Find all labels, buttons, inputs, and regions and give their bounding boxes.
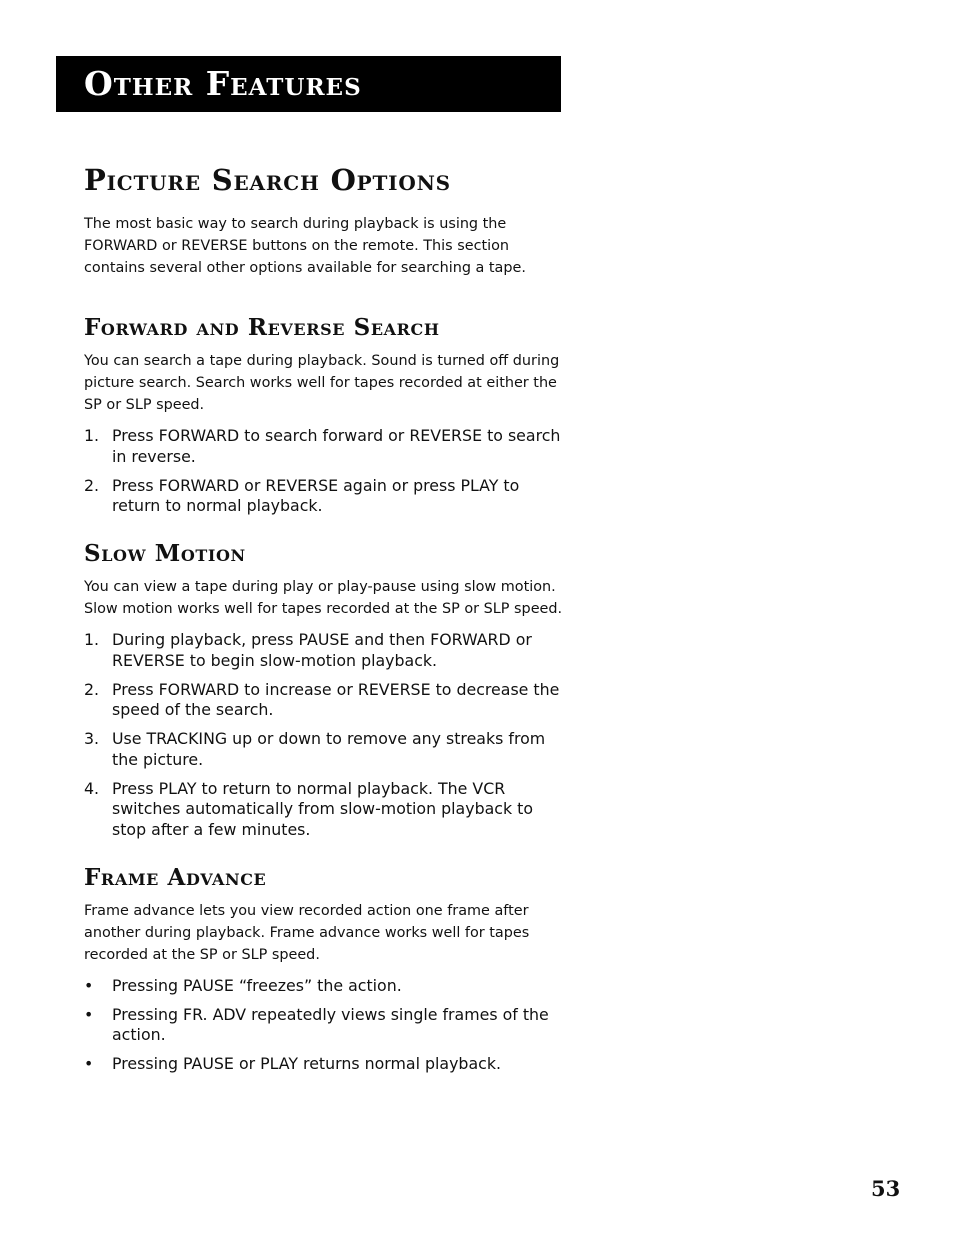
spacer <box>84 525 564 539</box>
chapter-banner <box>56 56 561 112</box>
spacer <box>84 849 564 863</box>
slow-motion-steps <box>84 630 564 840</box>
step-number: 4. <box>84 778 100 798</box>
step-number: 1. <box>84 426 100 445</box>
spacer <box>84 289 564 313</box>
frame-advance-text: Frame advance lets you view recorded action one frame after another during playback. Frame advance works well for tapes recorded at the SP or SLP speed. <box>84 902 530 963</box>
step-number: 2. <box>84 475 100 495</box>
forward-reverse-text: You can search a tape during playback. Sound is turned off during picture search. Search works well for tapes recorded at either the SP or SLP speed. <box>84 353 560 413</box>
bullet-mark: • <box>84 1004 94 1024</box>
frame-advance-heading: Frame Advance <box>84 863 267 891</box>
frame-advance-bullets <box>84 976 564 1075</box>
list-item <box>84 1005 564 1046</box>
slow-motion-heading: Slow Motion <box>84 540 246 567</box>
forward-reverse-heading: Forward and Reverse Search <box>84 314 440 341</box>
chapter-title: Other Features <box>84 64 362 103</box>
list-item <box>84 729 564 770</box>
forward-reverse-steps <box>84 426 564 517</box>
step-text: Press PLAY to return to normal playback. The VCR switches automatically from slow-motion playback to stop after a few minutes. <box>112 778 534 839</box>
step-number: 2. <box>84 679 100 699</box>
list-item <box>84 779 564 841</box>
step-text: Use TRACKING up or down to remove any streaks from the picture. <box>112 729 546 769</box>
page-content <box>84 160 564 1083</box>
bullet-text: Pressing PAUSE or PLAY returns normal playback. <box>112 1054 501 1073</box>
bullet-mark: • <box>84 1054 94 1073</box>
list-item <box>84 680 564 721</box>
step-text: Press FORWARD or REVERSE again or press PLAY to return to normal playback. <box>112 475 520 515</box>
bullet-mark: • <box>84 975 94 995</box>
step-number: 1. <box>84 630 100 649</box>
section-intro: The most basic way to search during playback is using the FORWARD or REVERSE buttons on the remote. This section contains several other options available for searching a tape. <box>84 216 526 276</box>
list-item <box>84 630 564 671</box>
section-title: Picture Search Options <box>84 163 451 197</box>
list-item <box>84 476 564 517</box>
step-number: 3. <box>84 729 100 748</box>
step-text: Press FORWARD to increase or REVERSE to decrease the speed of the search. <box>112 679 560 719</box>
bullet-text: Pressing FR. ADV repeatedly views single frames of the action. <box>112 1004 549 1044</box>
step-text: During playback, press PAUSE and then FORWARD or REVERSE to begin slow-motion playback. <box>112 630 532 670</box>
page-number: 53 <box>871 1176 901 1201</box>
step-text: Press FORWARD to search forward or REVERSE to search in reverse. <box>112 426 561 466</box>
slow-motion-text: You can view a tape during play or play-pause using slow motion. Slow motion works well for tapes recorded at the SP or SLP speed. <box>84 579 563 617</box>
bullet-text: Pressing PAUSE “freezes” the action. <box>112 975 402 995</box>
list-item <box>84 426 564 467</box>
list-item <box>84 1054 564 1075</box>
list-item <box>84 976 564 997</box>
